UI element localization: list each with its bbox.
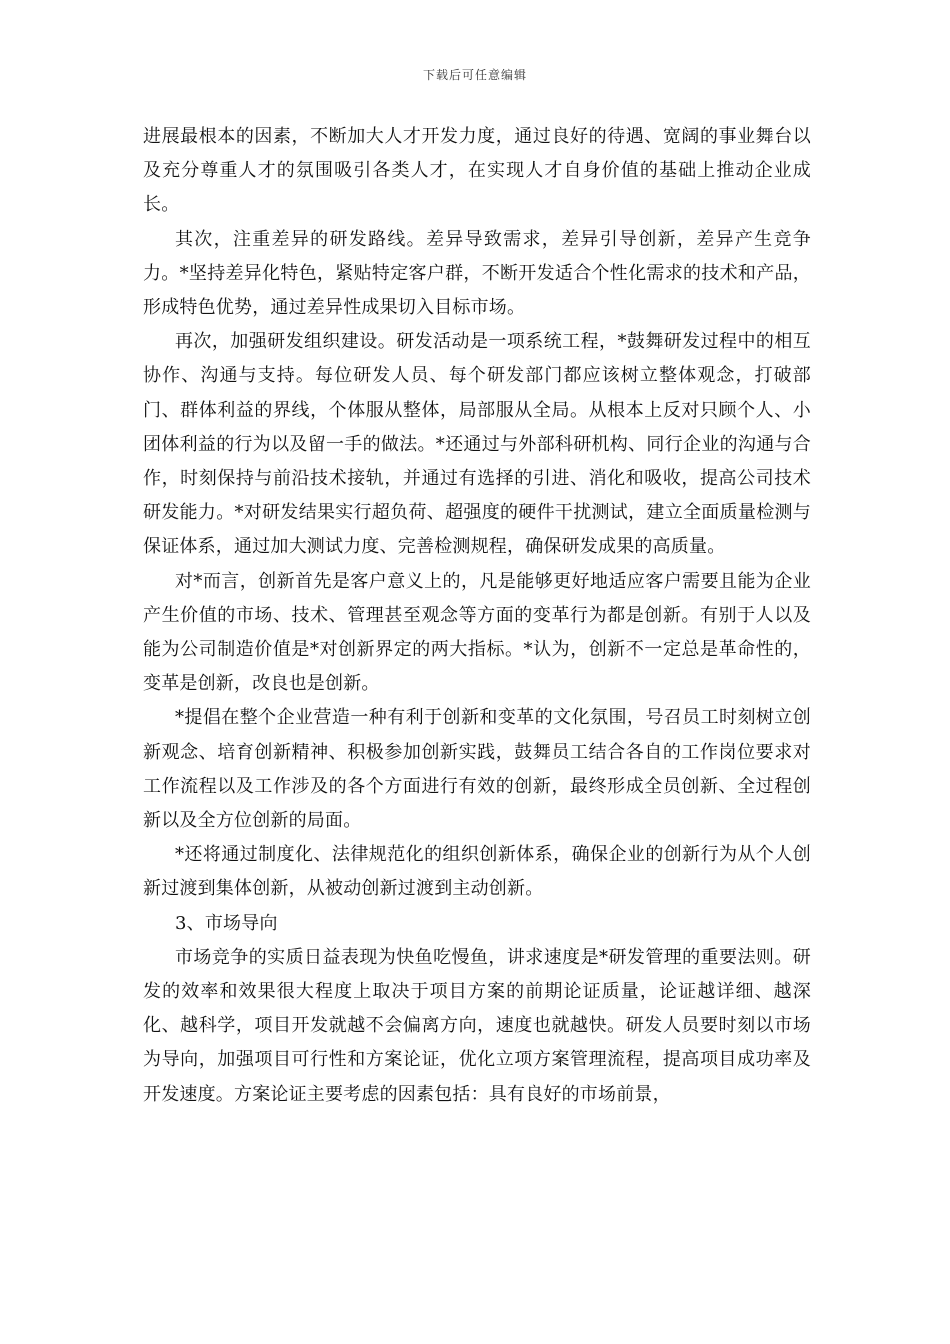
paragraph-innovation-definition: 对*而言，创新首先是客户意义上的，凡是能够更好地适应客户需要且能为企业产生价值的市场、技术、管理甚至观念等方面的变革行为都是创新。有别于人以及能为公司制造价值是*对创新界定的两大指标。*认为，创新不一定总是革命性的，变革是创新，改良也是创新。 [143, 570, 811, 695]
paragraph-market-speed: 市场竞争的实质日益表现为快鱼吃慢鱼，讲求速度是*研发管理的重要法则。研发的效率和效果很大程度上取决于项目方案的前期论证质量，论证越详细、越深化、越科学，项目开发就越不会偏离方向，速度也就越快。研发人员要时刻以市场为导向，加强项目可行性和方案论证，优化立项方案管理流程，提高项目成功率及开发速度。方案论证主要考虑的因素包括：具有良好的市场前景， [143, 946, 811, 1105]
paragraph-innovation-culture: *提倡在整个企业营造一种有利于创新和变革的文化氛围，号召员工时刻树立创新观念、培育创新精神、积极参加创新实践，鼓舞员工结合各自的工作岗位要求对工作流程以及工作涉及的各个方面进行有效的创新，最终形成全员创新、全过程创新以及全方位创新的局面。 [143, 707, 811, 832]
paragraph-talent: 进展最根本的因素，不断加大人才开发力度，通过良好的待遇、宽阔的事业舞台以及充分尊重人才的氛围吸引各类人才，在实现人才自身价值的基础上推动企业成长。 [143, 126, 811, 216]
document-body [143, 120, 811, 1112]
paragraph-rd-organization: 再次，加强研发组织建设。研发活动是一项系统工程，*鼓舞研发过程中的相互协作、沟通与支持。每位研发人员、每个研发部门都应该树立整体观念，打破部门、群体利益的界线，个体服从整体，局部服从全局。从根本上反对只顾个人、小团体利益的行为以及留一手的做法。*还通过与外部科研机构、同行企业的沟通与合作，时刻保持与前沿技术接轨，并通过有选择的引进、消化和吸收，提高公司技术研发能力。*对研发结果实行超负荷、超强度的硬件干扰测试，建立全面质量检测与保证体系，通过加大测试力度、完善检测规程，确保研发成果的高质量。 [143, 331, 811, 558]
paragraph-innovation-system: *还将通过制度化、法律规范化的组织创新体系，确保企业的创新行为从个人创新过渡到集体创新，从被动创新过渡到主动创新。 [143, 844, 811, 900]
page-header: 下载后可任意编辑 [422, 68, 527, 82]
paragraph-differentiation: 其次，注重差异的研发路线。差异导致需求，差异引导创新，差异产生竞争力。*坚持差异化特色，紧贴特定客户群，不断开发适合个性化需求的技术和产品，形成特色优势，通过差异性成果切入目标市场。 [143, 228, 811, 319]
section-heading-market-orientation: 3、市场导向 [175, 912, 278, 934]
